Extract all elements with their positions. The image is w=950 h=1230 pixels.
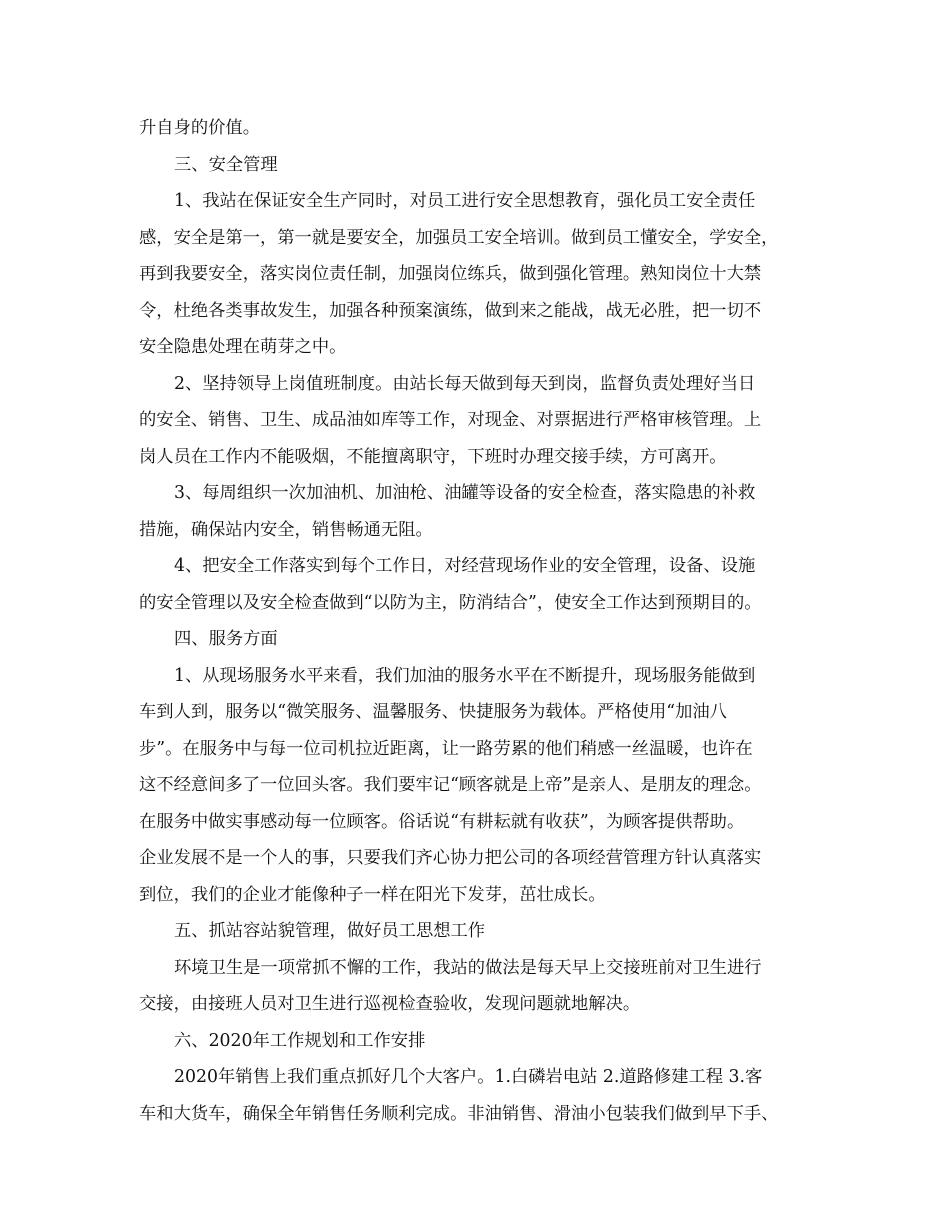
text-line: 环境卫生是一项常抓不懈的工作，我站的做法是每天早上交接班前对卫生进行 [174, 957, 762, 978]
document-body [139, 110, 815, 1132]
text-line: 企业发展不是一个人的事，只要我们齐心协力把公司的各项经营管理方针认真落实 [139, 848, 762, 868]
text-line: 感，安全是第一，第一就是要安全，加强员工安全培训。做到员工懂安全，学安全， [139, 227, 779, 248]
text-line: 4、把安全工作落实到每个工作日，对经营现场作业的安全管理，设备、设施 [174, 556, 756, 576]
text-line: 车和大货车，确保全年销售任务顺利完成。非油销售、滑油小包装我们做到早下手、 [139, 1103, 779, 1124]
text-line: 2020年销售上我们重点抓好几个大客户。1.白磷岩电站 2.道路修建工程 3.客 [174, 1067, 763, 1087]
text-line: 步”。在服务中与每一位司机拉近距离，让一路劳累的他们稍感一丝温暖，也许在 [139, 738, 753, 759]
text-line: 这不经意间多了一位回头客。我们要牢记“顾客就是上帝”是亲人、是朋友的理念。 [139, 775, 762, 795]
text-line: 安全隐患处理在萌芽之中。 [139, 337, 347, 357]
text-line: 1、我站在保证安全生产同时，对员工进行安全思想教育，强化员工安全责任 [174, 191, 756, 211]
text-line: 四、服务方面 [174, 629, 278, 649]
text-line: 再到我要安全，落实岗位责任制，加强岗位练兵，做到强化管理。熟知岗位十大禁 [139, 264, 762, 284]
text-line: 1、从现场服务水平来看，我们加油的服务水平在不断提升，现场服务能做到 [174, 665, 756, 686]
text-line: 3、每周组织一次加油机、加油枪、油罐等设备的安全检查，落实隐患的补救 [174, 483, 756, 503]
text-line: 的安全管理以及安全检查做到“以防为主，防消结合”，使安全工作达到预期目的。 [139, 592, 762, 613]
text-line: 升自身的价值。 [139, 118, 260, 138]
text-line: 交接，由接班人员对卫生进行巡视检查验收，发现问题就地解决。 [139, 994, 641, 1014]
text-line: 三、安全管理 [174, 154, 278, 175]
text-line: 车到人到，服务以“微笑服务、温馨服务、快捷服务为载体。严格使用“加油八 [139, 702, 727, 722]
text-line: 岗人员在工作内不能吸烟，不能擅离职守，下班时办理交接手续，方可离开。 [139, 446, 727, 467]
text-line: 五、抓站容站貌管理，做好员工思想工作 [174, 921, 486, 941]
text-line: 在服务中做实事感动每一位顾客。俗话说“有耕耘就有收获”，为顾客提供帮助。 [139, 811, 745, 832]
text-line: 六、2020年工作规划和工作安排 [174, 1030, 426, 1051]
text-line: 的安全、销售、卫生、成品油如库等工作，对现金、对票据进行严格审核管理。上 [139, 410, 762, 430]
text-line: 到位，我们的企业才能像种子一样在阳光下发芽，茁壮成长。 [139, 884, 606, 905]
text-line: 措施，确保站内安全，销售畅通无阻。 [139, 519, 433, 540]
text-line: 2、坚持领导上岗值班制度。由站长每天做到每天到岗，监督负责处理好当日 [174, 373, 756, 394]
text-line: 令，杜绝各类事故发生，加强各种预案演练，做到来之能战，战无必胜，把一切不 [139, 300, 762, 321]
